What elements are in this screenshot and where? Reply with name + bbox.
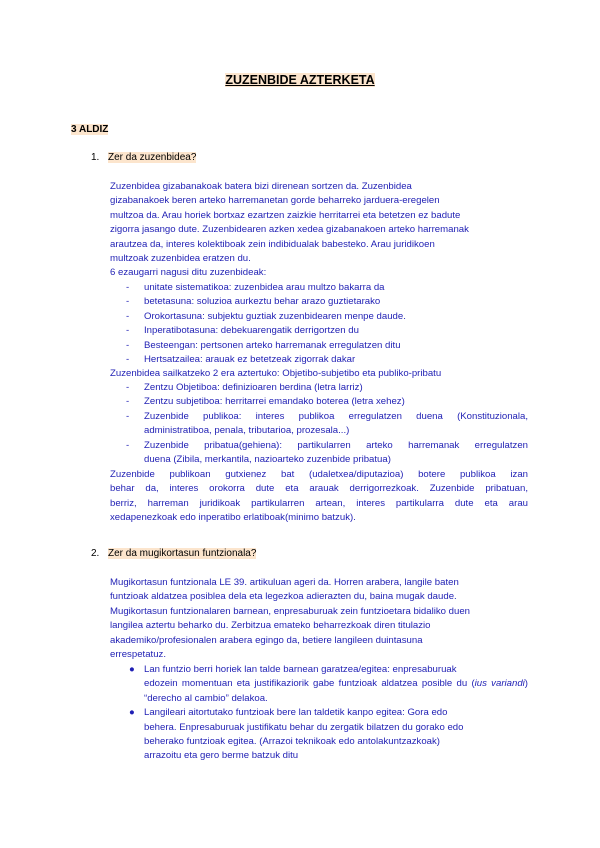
q1-intro-paragraph: [110, 180, 528, 281]
q1-features-list: [110, 281, 528, 367]
list-item: - Zuzenbide pribatua(gehiena): partikularren arteko harremanak erregulatzen duena (Zibila, merkantila, nazioarteko zuzenbide pribatua): [126, 439, 528, 466]
dash-marker: -: [126, 354, 130, 366]
page-title: ZUZENBIDE AZTERKETA: [225, 73, 375, 87]
dash-marker: -: [126, 410, 130, 422]
list-item: - betetasuna: soluzioa aurkeztu behar arazo guztietarako: [110, 295, 528, 309]
dash-marker: -: [126, 396, 130, 408]
text-line: errespetatuz.: [110, 649, 166, 661]
text-line: funtzioak aldatzea posiblea dela eta legezkoa adierazten du, baina mugak daude.: [110, 591, 457, 603]
question-1: [91, 152, 196, 163]
list-item: ● Lan funtzio berri horiek lan talde barnean garatzea/egitea: enpresaburuak edozein momentuan eta justifikaziorik gabe funtzioak aldatzea posible du (ius variandi) “derecho al cambio” delakoa.: [129, 664, 528, 704]
list-item: - Besteengan: pertsonen arteko harremanak erregulatzen ditu: [110, 339, 528, 353]
dash-marker: -: [126, 439, 130, 451]
dash-marker: -: [126, 339, 130, 351]
text-line: Zuzenbidea gizabanakoak batera bizi direnean sortzen da. Zuzenbidea: [110, 181, 412, 192]
bullet-marker: ●: [129, 664, 135, 675]
list-item: - Inperatibotasuna: debekuarengatik derrigortzen du: [110, 324, 528, 338]
text-line: xedapenezkoak edo inperatibo erlatiboak(minimo batzuk).: [110, 512, 356, 524]
question-text: Zer da mugikortasun funtzionala?: [108, 548, 257, 559]
text-line: gizabanakoek beren arteko harremanetan gorde beharreko jarduera-eregelen: [110, 195, 440, 207]
list-item: ● Langileari aitortutako funtzioak bere lan taldetik kanpo egitea: Gora edo behera. Enpresaburuak justifikatu behar du zergatik bilatzen du gorako edo beherako funtzioak egitea. (Arrazoi teknikoak edo antolakuntzazkoak) arrazoitu eta gero berme batzuk ditu: [129, 707, 464, 762]
text-line: arautzea da, interes kolektiboak zein indibidualak babesteko. Arau juridikoen: [110, 238, 435, 250]
text-line: Mugikortasun funtzionalaren barnean, enpresaburuak zein funtzioetara bidaliko duen: [110, 605, 471, 617]
text-line: berriz, harreman juridikoak partikularren artean, interes partikularra dute eta arau: [110, 497, 528, 509]
q1-classification-list: [110, 381, 528, 467]
dash-marker: -: [126, 296, 130, 308]
list-item: - Zuzenbide publikoa: interes publikoa erregulatzen duena (Konstituzionala, administratiboa, penala, tributarioa, prozesala...): [126, 410, 528, 437]
list-item: - Zentzu subjetiboa: herritarrei emandako boterea (letra xehez): [110, 395, 528, 409]
dash-marker: -: [126, 382, 130, 393]
dash-marker: -: [126, 282, 130, 293]
q2-bullet-list: [110, 663, 528, 764]
question-text: Zer da zuzenbidea?: [108, 152, 197, 163]
text-line: multzoak zuzenbidea eratzen du.: [110, 253, 251, 265]
list-item: - Orokortasuna: subjektu guztiak zuzenbidearen menpe daude.: [110, 310, 528, 324]
bullet-marker: ●: [129, 707, 135, 719]
question-number: 2.: [91, 548, 100, 559]
text-line: Mugikortasun funtzionala LE 39. artikuluan ageri da. Horren arabera, langile baten: [110, 577, 459, 588]
classification-title: Zuzenbidea sailkatzeko 2 era aztertuko: Objetibo-subjetibo eta publiko-pribatu: [110, 368, 442, 379]
list-item: - Hertsatzailea: arauak ez betetzeak zigorrak dakar: [110, 353, 528, 367]
list-item: - Zentzu Objetiboa: definizioaren berdina (letra larriz): [110, 381, 528, 395]
text-line: akademiko/profesionalen arabera egingo da, betiere langileen duintasuna: [110, 634, 423, 646]
section-heading: 3 ALDIZ: [71, 124, 109, 135]
text-line: langilea aztertu beharko du. Zerbitzua emateko beharrezkoak diren titulazio: [110, 620, 431, 632]
features-title: 6 ezaugarri nagusi ditu zuzenbideak:: [110, 267, 267, 279]
italic-term: ius variandi: [474, 678, 525, 690]
q2-intro-paragraph: [110, 576, 528, 662]
dash-marker: -: [126, 310, 130, 322]
q1-closing-paragraph: [110, 468, 528, 526]
question-2: [91, 548, 256, 559]
dash-marker: -: [126, 325, 130, 337]
list-item: - unitate sistematikoa: zuzenbidea arau multzo bakarra da: [110, 281, 528, 295]
text-line: multzoa da. Arau horiek bortxaz ezartzen zaizkie herritarrei eta betetzen ez badute: [110, 209, 461, 221]
text-line: zigorra jasango dute. Zuzenbidearen azken xedea gizabanakoen arteko harremanak: [110, 224, 469, 236]
text-line: Zuzenbide publikoan gutxienez bat (udaletxea/diputazioa) botere publikoa izan: [110, 469, 528, 480]
text-line: behar da, interes orokorra dute eta arauak derrigorrezkoak. Zuzenbide pribatuan,: [110, 483, 528, 495]
question-number: 1.: [91, 152, 100, 163]
